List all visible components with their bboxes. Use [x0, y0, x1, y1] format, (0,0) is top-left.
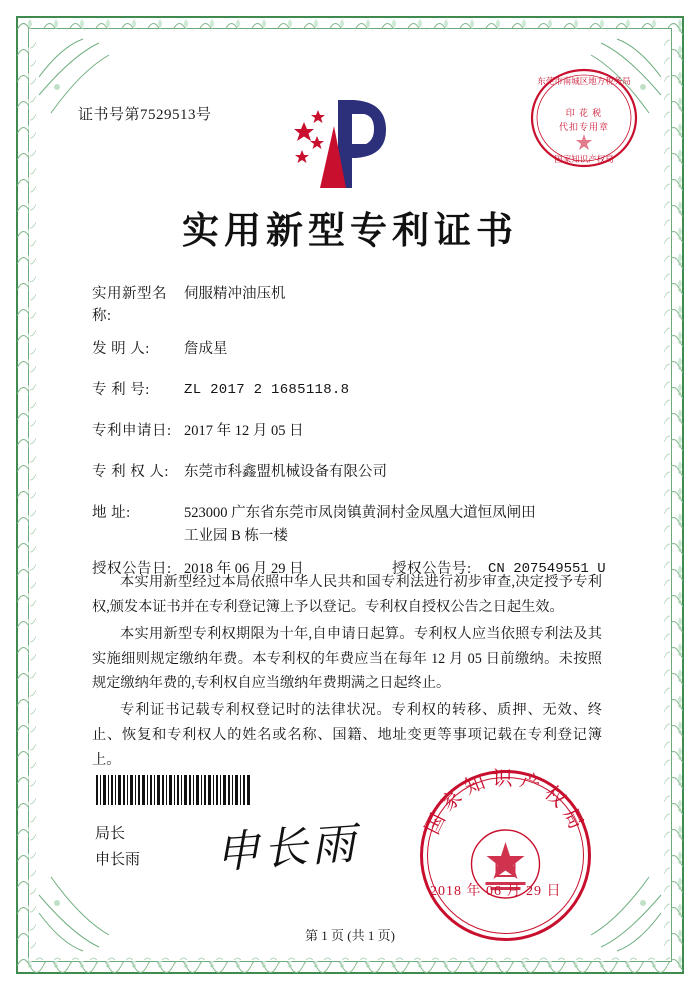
certificate-number: 证书号第7529513号 — [78, 107, 212, 123]
field-label-patent-number: 专 利 号: — [92, 381, 150, 398]
svg-text:国家知识产权局: 国家知识产权局 — [421, 768, 590, 838]
field-label-inventor: 发 明 人: — [92, 340, 150, 357]
svg-text:国家知识产权局: 国家知识产权局 — [554, 154, 614, 164]
field-row-patentee — [92, 462, 612, 492]
field-value-name: 伺服精冲油压机 — [184, 286, 286, 302]
signature-name: 申长雨 — [95, 851, 141, 868]
signature-block — [95, 822, 140, 873]
paragraph-2: 本实用新型专利权期限为十年,自申请日起算。专利权人应当依照专利法及其实施细则规定缴纳年费。本专利权的年费应当在每年 12 月 05 日前缴纳。未按照规定缴纳年费的,专利权自应当缴纳年费期满之日起终止。 — [92, 625, 602, 692]
seal-date: 2018 年 06 月 29 日 — [430, 884, 562, 899]
paragraph-3: 专利证书记载专利权登记时的法律状况。专利权的转移、质押、无效、终止、恢复和专利权人的姓名或名称、国籍、地址变更等事项记载在专利登记簿上。 — [92, 702, 602, 768]
field-label-name: 实用新型名称: — [92, 286, 167, 324]
field-value-inventor: 詹成星 — [184, 340, 228, 357]
barcode — [96, 775, 251, 805]
field-row-inventor — [92, 339, 612, 369]
page-title: 实用新型专利证书 — [182, 208, 518, 252]
field-label-address: 地 址: — [92, 504, 131, 521]
field-row-address — [92, 503, 612, 549]
field-row-name — [92, 284, 612, 328]
field-label-grant-number: 授权公告号: — [392, 561, 472, 577]
paragraph-1: 本实用新型经过本局依照中华人民共和国专利法进行初步审查,决定授予专利权,颁发本证书并在专利登记簿上予以登记。专利权自授权公告之日起生效。 — [92, 574, 602, 615]
body-text — [92, 570, 602, 775]
field-value-address-line2: 工业园 B 栋一楼 — [184, 528, 288, 545]
field-value-patentee: 东莞市科鑫盟机械设备有限公司 — [184, 463, 387, 480]
field-row-application-date — [92, 421, 612, 451]
signature-title: 局长 — [95, 826, 126, 842]
field-row-patent-number — [92, 380, 612, 410]
field-label-patentee: 专 利 权 人: — [92, 463, 169, 480]
field-value-patent-number: ZL 2017 2 1685118.8 — [184, 381, 350, 398]
national-ip-administration-seal — [418, 768, 593, 943]
tax-stamp-seal — [528, 62, 640, 174]
page-number: 第 1 页 (共 1 页) — [305, 928, 395, 943]
field-value-grant-number: CN 207549551 U — [488, 561, 606, 577]
field-label-application-date: 专利申请日: — [92, 422, 172, 439]
field-list — [92, 284, 612, 600]
field-value-address: 523000 广东省东莞市凤岗镇黄洞村金凤凰大道恒凤闸田 — [184, 504, 536, 521]
tax-seal-line-2: 代扣专用章 — [558, 122, 609, 132]
tax-seal-line-1: 印 花 税 — [565, 108, 603, 118]
field-label-grant-date: 授权公告日: — [92, 561, 172, 577]
field-value-application-date: 2017 年 12 月 05 日 — [184, 422, 304, 439]
patent-office-emblem — [290, 92, 410, 197]
svg-text:东莞市南城区地方税务局: 东莞市南城区地方税务局 — [537, 76, 631, 86]
field-value-grant-date: 2018 年 06 月 29 日 — [184, 561, 304, 577]
handwritten-signature: 申长雨 — [213, 818, 361, 879]
